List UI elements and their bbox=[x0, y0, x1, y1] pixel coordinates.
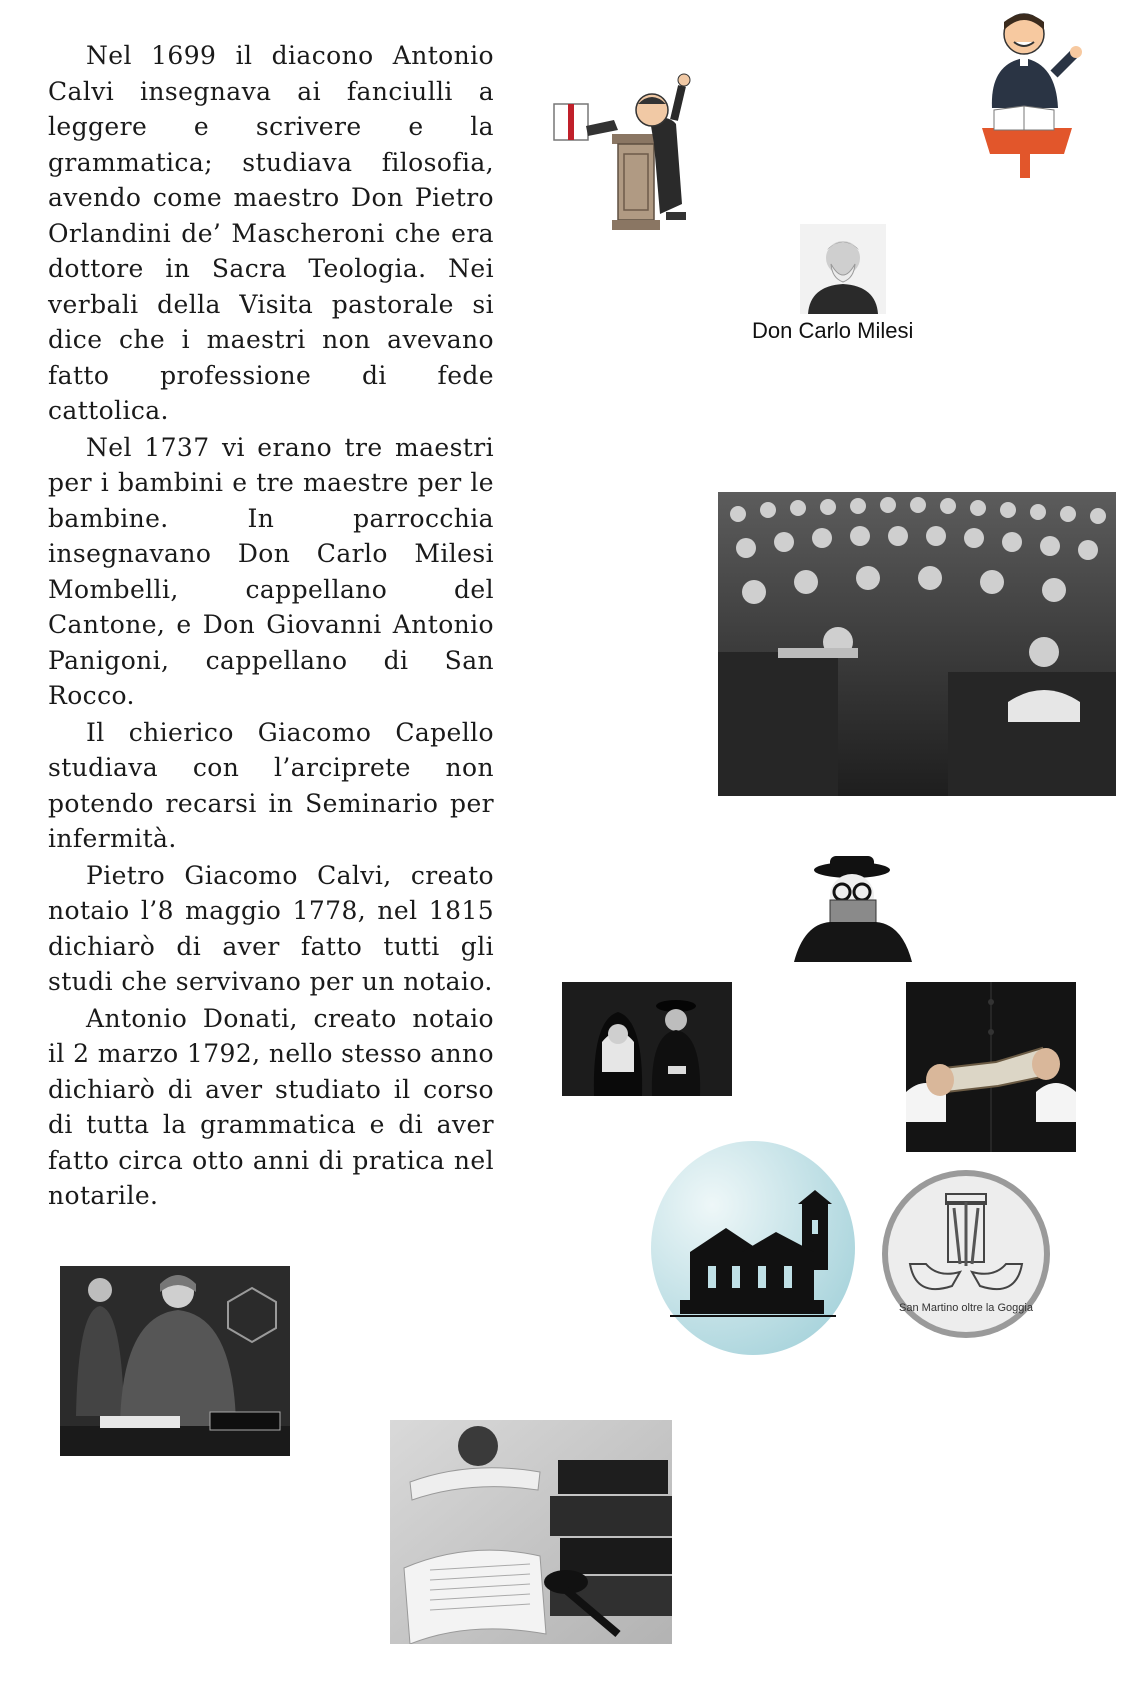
books-gavel-photo bbox=[390, 1420, 672, 1644]
paragraph-pietro-calvi: Pietro Giacomo Calvi, creato notaio l’8 maggio 1778, nel 1815 dichiarò di aver fatto tutti gli studi che servivano per un notaio. bbox=[48, 860, 494, 996]
renaissance-painting bbox=[60, 1266, 290, 1456]
paragraph-capello: Il chierico Giacomo Capello studiava con l’arciprete non potendo recarsi in Seminario per infermità. bbox=[48, 717, 494, 853]
hands-book-photo bbox=[906, 982, 1076, 1152]
paragraph-donati: Antonio Donati, creato notaio il 2 marzo 1792, nello stesso anno dichiarò di aver studiato il corso di tutta la grammatica e di aver fatto circa otto anni di pratica nel notarile. bbox=[48, 1003, 495, 1210]
classroom-photo bbox=[718, 492, 1116, 796]
paragraph-1699: Nel 1699 il diacono Antonio Calvi insegnava ai fanciulli a leggere e scrivere e la grammatica; studiava filosofia, avendo come maestro Don Pietro Orlandini de’ Mascheroni che era dottore in Sacra Teologia. Nei verbali della Visita pastorale si dice che i maestri non avevano fatto professione di fede cattolica. bbox=[48, 41, 494, 425]
paragraph-1737: Nel 1737 vi erano tre maestri per i bambini e tre maestre per le bambine. In parrocchia insegnavano Don Carlo Milesi Mombelli, cappellano del Cantone, e Don Giovanni Antonio Panigoni, cappellano di San Rocco. bbox=[48, 432, 494, 710]
nun-and-priest-photo bbox=[562, 982, 732, 1096]
don-carlo-milesi-portrait bbox=[800, 224, 886, 314]
school-logo bbox=[880, 1168, 1052, 1340]
article-text bbox=[48, 38, 494, 1215]
preacher-pulpit-cartoon bbox=[548, 64, 694, 232]
priest-reading-photo bbox=[794, 852, 912, 962]
portrait-caption: Don Carlo Milesi bbox=[752, 318, 914, 343]
teacher-lectern-cartoon bbox=[976, 8, 1086, 178]
church-drawing bbox=[650, 1140, 856, 1356]
logo-text: San Martino oltre la Goggia bbox=[899, 1302, 1033, 1314]
